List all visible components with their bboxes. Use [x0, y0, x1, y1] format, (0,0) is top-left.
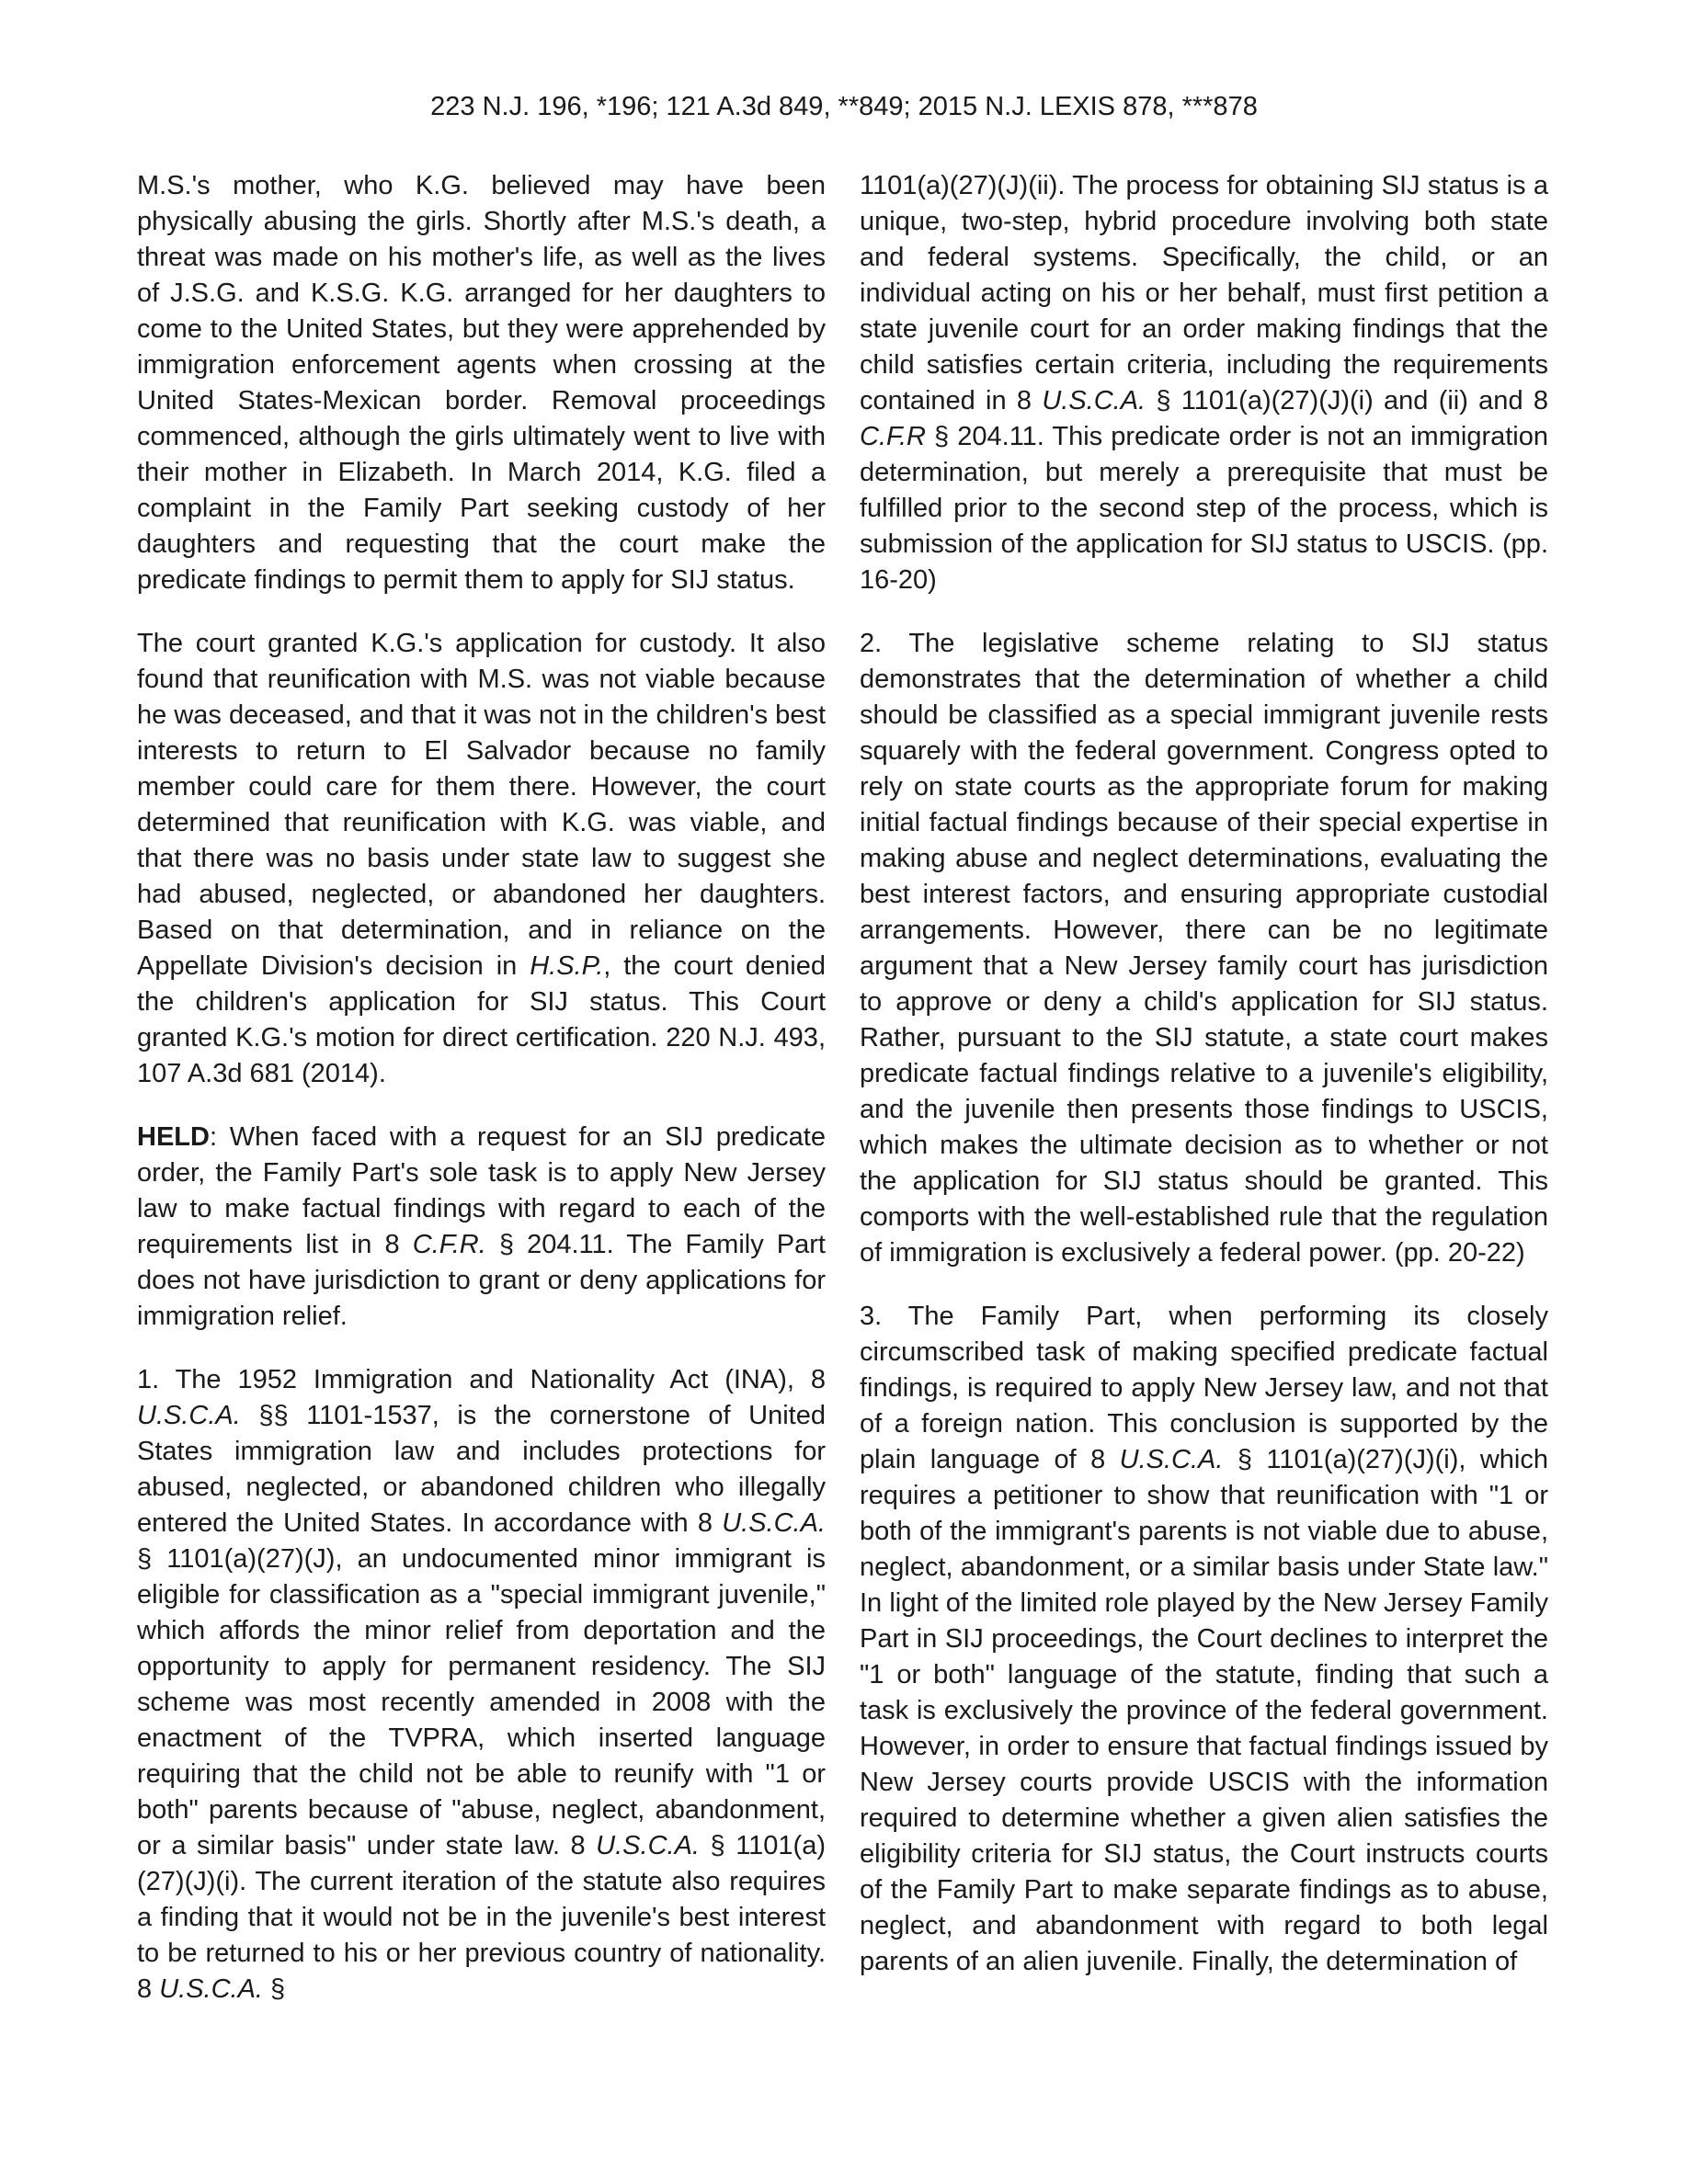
- paragraph-background: M.S.'s mother, who K.G. believed may have been physically abusing the girls. Shortly after M.S.'s death, a threat was made on his mother's life, as well as the lives of J.S.G. and K.S.G. K.G. arranged for her daughters to come to the United States, but they were apprehended by immigration enforcement agents when crossing at the United States-Mexican border. Removal proceedings commenced, although the girls ultimately went to live with their mother in Elizabeth. In March 2014, K.G. filed a complaint in the Family Part seeking custody of her daughters and requesting that the court make the predicate findings to permit them to apply for SIJ status.: [137, 171, 826, 595]
- text-run: 1101(a)(27)(J)(ii). The process for obtaining SIJ status is a unique, two-step, hybrid procedure involving both state and federal systems. Specifically, the child, or an individual acting on his or her behalf, must first petition a state juvenile court for an order making findings that the child satisfies certain criteria, including the requirements contained in 8: [860, 171, 1548, 415]
- text-run: § 1101(a)(27)(J)(i) and (ii) and 8: [1146, 386, 1548, 415]
- text-run: § 204.11. This predicate order is not an immigration determination, but merely a prerequisite that must be fulfilled prior to the second step of the process, which is submission of the application for SIJ status to USCIS. (pp. 16-20): [860, 422, 1548, 595]
- statute-citation-italic: U.S.C.A.: [1119, 1445, 1224, 1474]
- left-column: [137, 168, 826, 2008]
- page-header-citation: 223 N.J. 196, *196; 121 A.3d 849, **849; 2015 N.J. LEXIS 878, ***878: [430, 92, 1258, 121]
- text-run: §: [263, 1974, 286, 2004]
- statute-citation-italic: U.S.C.A.: [159, 1974, 263, 2004]
- paragraph-point-3: [860, 1299, 1548, 1980]
- text-run: § 204.11. The Family Part does not have jurisdiction to grant or deny applications for immigration relief.: [137, 1230, 826, 1331]
- statute-citation-italic: C.F.R: [860, 422, 926, 451]
- paragraph-point-2: 2. The legislative scheme relating to SIJ status demonstrates that the determination of whether a child should be classified as a special immigrant juvenile rests squarely with the federal government. Congress opted to rely on state courts as the appropriate forum for making initial factual findings because of their special expertise in making abuse and neglect determinations, evaluating the best interest factors, and ensuring appropriate custodial arrangements. However, there can be no legitimate argument that a New Jersey family court has jurisdiction to approve or deny a child's application for SIJ status. Rather, pursuant to the SIJ statute, a state court makes predicate factual findings relative to a juvenile's eligibility, and the juvenile then presents those findings to USCIS, which makes the ultimate decision as to whether or not the application for SIJ status should be granted. This comports with the well-established rule that the regulation of immigration is exclusively a federal power. (pp. 20-22): [860, 629, 1548, 1268]
- case-citation-italic: H.S.P.: [530, 951, 604, 981]
- right-column: [860, 168, 1548, 1980]
- paragraph-procedural-history: [137, 626, 826, 1092]
- statute-citation-italic: C.F.R.: [412, 1230, 486, 1259]
- text-run: § 1101(a)(27)(J)(i), which requires a petitioner to show that reunification with "1 or both of the immigrant's parents is not viable due to abuse, neglect, abandonment, or a similar basis under State law." In light of the limited role played by the New Jersey Family Part in SIJ proceedings, the Court declines to interpret the "1 or both" language of the statute, finding that such a task is exclusively the province of the federal government. However, in order to ensure that factual findings issued by New Jersey courts provide USCIS with the information required to determine whether a given alien satisfies the eligibility criteria for SIJ status, the Court instructs courts of the Family Part to make separate findings as to abuse, neglect, and abandonment with regard to both legal parents of an alien juvenile. Finally, the determination of: [860, 1445, 1549, 1976]
- paragraph-held: [137, 1120, 826, 1335]
- text-run: §§ 1101-1537, is the cornerstone of United States immigration law and includes protections for abused, neglected, or abandoned children who illegally entered the United States. In accordance with 8: [137, 1401, 826, 1538]
- statute-citation-italic: U.S.C.A.: [722, 1508, 826, 1538]
- paragraph-point-1-continued: [860, 168, 1548, 598]
- text-run: The court granted K.G.'s application for custody. It also found that reunification with M.S. was not viable because he was deceased, and that it was not in the children's best interests to return to El Salvador because no family member could care for them there. However, the court determined that reunification with K.G. was viable, and that there was no basis under state law to suggest she had abused, neglected, or abandoned her daughters. Based on that determination, and in reliance on the Appellate Division's decision in: [137, 629, 826, 981]
- text-run: 1. The 1952 Immigration and Nationality Act (INA), 8: [137, 1365, 826, 1394]
- paragraph-point-1: [137, 1362, 826, 2008]
- held-label: HELD: [137, 1122, 210, 1152]
- text-run: § 1101(a)(27)(J)(i). The current iteration of the statute also requires a finding that it would not be in the juvenile's best interest to be returned to his or her previous country of nationality. 8: [137, 1831, 827, 2004]
- text-run: § 1101(a)(27)(J), an undocumented minor immigrant is eligible for classification as a "special immigrant juvenile," which affords the minor relief from deportation and the opportunity to apply for permanent residency. The SIJ scheme was most recently amended in 2008 with the enactment of the TVPRA, which inserted language requiring that the child not be able to reunify with "1 or both" parents because of "abuse, neglect, abandonment, or a similar basis" under state law. 8: [137, 1544, 826, 1860]
- text-run: 3. The Family Part, when performing its closely circumscribed task of making specified predicate factual findings, is required to apply New Jersey law, and not that of a foreign nation. This conclusion is supported by the plain language of 8: [860, 1302, 1548, 1474]
- text-run: : When faced with a request for an SIJ predicate order, the Family Part's sole task is to apply New Jersey law to make factual findings with regard to each of the requirements list in 8: [137, 1122, 826, 1259]
- text-run: , the court denied the children's application for SIJ status. This Court granted K.G.'s motion for direct certification. 220 N.J. 493, 107 A.3d 681 (2014).: [137, 951, 826, 1088]
- statute-citation-italic: U.S.C.A.: [137, 1401, 241, 1430]
- statute-citation-italic: U.S.C.A.: [596, 1831, 700, 1860]
- statute-citation-italic: U.S.C.A.: [1042, 386, 1146, 415]
